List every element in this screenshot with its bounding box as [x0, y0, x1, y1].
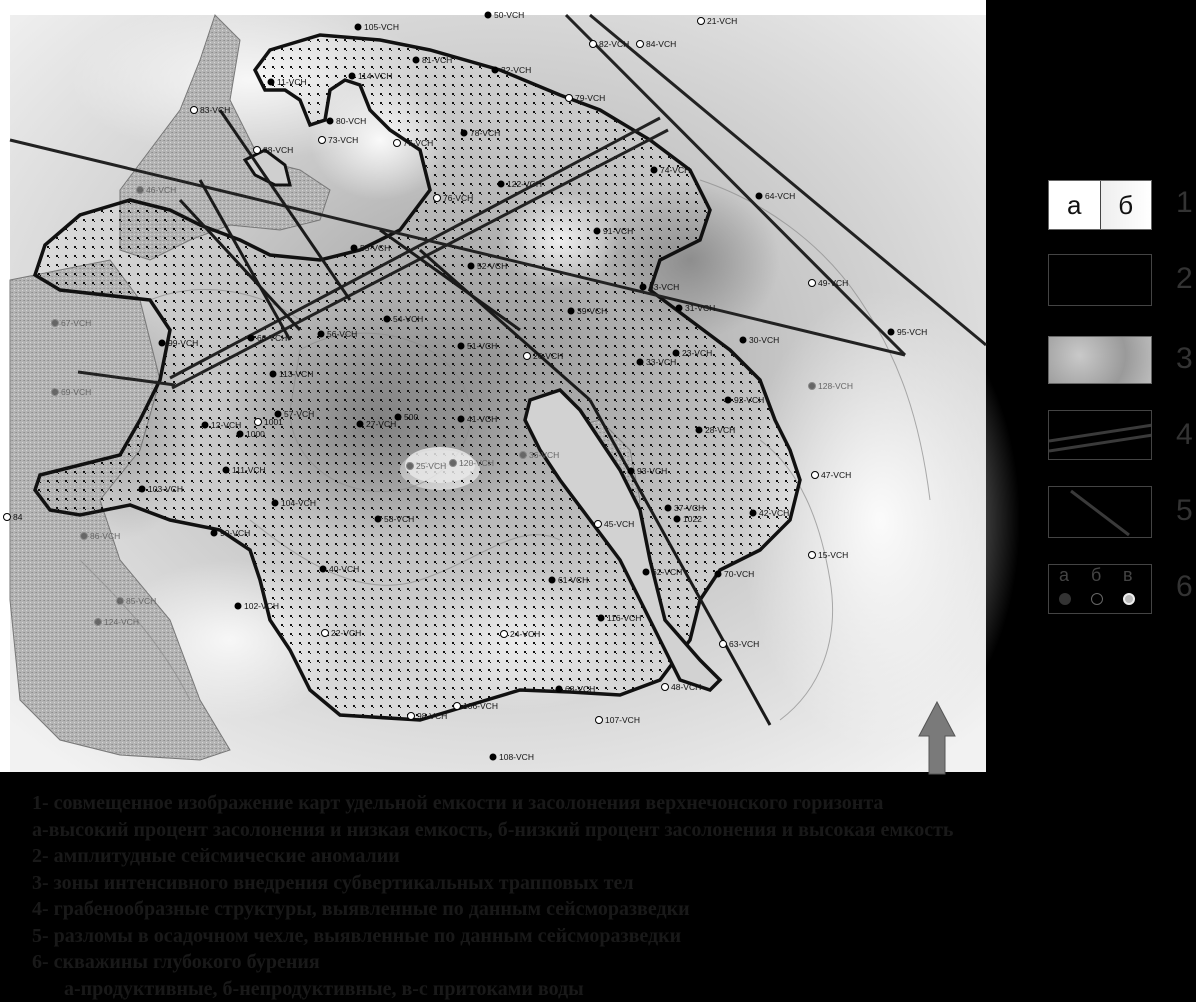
well-label: 22-VCH — [331, 628, 361, 638]
well-label: 124-VCH — [104, 617, 139, 627]
well-label: 83-VCH — [200, 105, 230, 115]
well-icon — [640, 284, 647, 291]
well-label: 57-VCH — [284, 409, 314, 419]
well-icon — [740, 337, 747, 344]
well-icon — [322, 630, 329, 637]
legend-number-2: 2 — [1176, 262, 1193, 296]
well-label: 84 — [13, 512, 23, 522]
well-label: 78-VCH — [470, 128, 500, 138]
well-label: 36-VCH — [529, 450, 559, 460]
well-icon — [596, 717, 603, 724]
legend-6a-label: а — [1059, 565, 1069, 586]
caption-line-4: 3- зоны интенсивного внедрения субвертикальных трапповых тел — [32, 870, 1182, 897]
well-icon — [490, 754, 497, 761]
well-label: 95-VCH — [897, 327, 927, 337]
well-icon — [408, 713, 415, 720]
well-icon — [665, 505, 672, 512]
well-icon — [643, 569, 650, 576]
well-icon — [255, 419, 262, 426]
well-label: 45-VCH — [604, 519, 634, 529]
well-icon — [594, 228, 601, 235]
legend-number-6: 6 — [1176, 570, 1193, 604]
well-icon — [595, 521, 602, 528]
well-label: 27-VCH — [366, 419, 396, 429]
well-icon — [566, 95, 573, 102]
well-label: 91-VCH — [603, 226, 633, 236]
well-label: 1000 — [246, 429, 265, 439]
well-icon — [568, 308, 575, 315]
well-label: 11-VCH — [277, 77, 307, 87]
well-label: 92-VCH — [734, 395, 764, 405]
well-icon — [674, 516, 681, 523]
well-label: 70-VCH — [724, 569, 754, 579]
well-label: 39-VCH — [577, 306, 607, 316]
legend-1b-label: б — [1100, 181, 1152, 229]
well-label: 37-VCH — [674, 503, 704, 513]
well-icon — [270, 371, 277, 378]
well-icon — [637, 41, 644, 48]
legend-item-2 — [1048, 254, 1152, 306]
well-label: 54-VCH — [393, 314, 423, 324]
well-icon — [468, 263, 475, 270]
well-label: 67-VCH — [61, 318, 91, 328]
well-label: 62-VCH — [652, 567, 682, 577]
well-icon — [698, 18, 705, 25]
well-label: 42-VCH — [759, 508, 789, 518]
well-icon — [237, 431, 244, 438]
well-icon — [492, 67, 499, 74]
well-label: 26-VCH — [533, 351, 563, 361]
caption-line-5: 4- грабенообразные структуры, выявленные по данным сейсморазведки — [32, 896, 1182, 923]
well-label: 108-VCH — [499, 752, 534, 762]
well-icon — [673, 350, 680, 357]
well-label: 103-VCH — [148, 484, 183, 494]
well-label: 84-VCH — [646, 39, 676, 49]
well-label: 12-VCH — [211, 420, 241, 430]
well-icon — [4, 514, 11, 521]
well-label: 79-VCH — [575, 93, 605, 103]
legend-number-4: 4 — [1176, 418, 1193, 452]
well-icon — [888, 329, 895, 336]
well-label: 76-VCH — [443, 193, 473, 203]
well-icon — [458, 343, 465, 350]
well-icon — [320, 566, 327, 573]
caption-line-7: 6- скважины глубокого бурения — [32, 949, 1182, 976]
graben-swatch — [1049, 411, 1152, 460]
well-label: 74-VCH — [660, 165, 690, 175]
well-icon — [524, 353, 531, 360]
caption-line-1: 1- совмещенное изображение карт удельной емкости и засолонения верхнечонского горизонта — [32, 790, 1182, 817]
well-label: 122-VCH — [507, 179, 542, 189]
well-icon — [52, 389, 59, 396]
well-label: 52-VCH — [477, 261, 507, 271]
well-icon — [349, 73, 356, 80]
well-label: 32-VCH — [501, 65, 531, 75]
well-label: 15-VCH — [818, 550, 848, 560]
well-icon — [384, 316, 391, 323]
well-label: 113-VCH — [279, 369, 313, 379]
well-icon — [696, 427, 703, 434]
well-label: 63-VCH — [729, 639, 759, 649]
well-icon — [809, 383, 816, 390]
legend-number-5: 5 — [1176, 494, 1193, 528]
dry-well-icon — [1091, 593, 1103, 605]
well-label: 98-VCH — [417, 711, 447, 721]
well-label: 102-VCH — [244, 601, 279, 611]
well-icon — [662, 684, 669, 691]
well-icon — [809, 280, 816, 287]
well-icon — [501, 631, 508, 638]
well-icon — [485, 12, 492, 19]
well-icon — [223, 467, 230, 474]
figure-caption — [32, 790, 1182, 1002]
well-label: 58-VCH — [384, 514, 414, 524]
legend-6b-label: б — [1091, 565, 1101, 586]
well-label: 73-VCH — [328, 135, 358, 145]
well-marker — [255, 417, 284, 427]
well-label: 46-VCH — [146, 185, 176, 195]
well-icon — [720, 641, 727, 648]
caption-line-6: 5- разломы в осадочном чехле, выявленные по данным сейсморазведки — [32, 923, 1182, 950]
well-label: 81-VCH — [422, 55, 452, 65]
well-icon — [81, 533, 88, 540]
well-icon — [450, 460, 457, 467]
well-icon — [191, 107, 198, 114]
well-label: 55-VCH — [360, 243, 390, 253]
well-label: 31-VCH — [685, 303, 715, 313]
legend-item-1 — [1048, 180, 1152, 230]
well-icon — [461, 130, 468, 137]
well-label: 116-VCH — [607, 613, 641, 623]
well-label: 50-VCH — [494, 10, 524, 20]
legend-6c-label: в — [1123, 565, 1133, 586]
well-icon — [375, 516, 382, 523]
well-label: 1001 — [264, 417, 283, 427]
productive-well-icon — [1059, 593, 1071, 605]
well-icon — [319, 137, 326, 144]
well-label: 24-VCH — [510, 629, 540, 639]
well-icon — [272, 500, 279, 507]
well-icon — [394, 140, 401, 147]
well-label: 64-VCH — [765, 191, 795, 201]
well-icon — [355, 24, 362, 31]
well-label: 500 — [404, 412, 418, 422]
well-label: 21-VCH — [707, 16, 737, 26]
well-icon — [498, 181, 505, 188]
well-label: 40-VCH — [329, 564, 359, 574]
well-icon — [756, 193, 763, 200]
well-icon — [715, 571, 722, 578]
well-icon — [549, 577, 556, 584]
well-icon — [235, 603, 242, 610]
legend-number-3: 3 — [1176, 342, 1193, 376]
well-label: 90-VCH — [220, 528, 250, 538]
well-label: 120-VCH — [459, 458, 494, 468]
well-icon — [676, 305, 683, 312]
well-icon — [159, 340, 166, 347]
well-icon — [598, 615, 605, 622]
legend-number-1: 1 — [1176, 186, 1193, 220]
well-label: 53-VCH — [649, 282, 679, 292]
well-icon — [590, 41, 597, 48]
well-icon — [413, 57, 420, 64]
well-icon — [327, 118, 334, 125]
well-label: 105-VCH — [364, 22, 399, 32]
well-label: 47-VCH — [821, 470, 851, 480]
well-icon — [434, 195, 441, 202]
caption-line-8: а-продуктивные, б-непродуктивные, в-с притоками воды — [32, 976, 1182, 1002]
well-icon — [725, 397, 732, 404]
well-marker — [4, 512, 23, 522]
well-label: 56-VCH — [327, 329, 357, 339]
well-label: 111-VCH — [232, 465, 266, 475]
well-label: 41-VCH — [467, 414, 497, 424]
well-icon — [351, 245, 358, 252]
well-label: 77-VCH — [403, 138, 433, 148]
well-icon — [651, 167, 658, 174]
well-icon — [117, 598, 124, 605]
well-label: 30-VCH — [749, 335, 779, 345]
fault-swatch — [1049, 487, 1153, 539]
well-icon — [750, 510, 757, 517]
well-icon — [137, 187, 144, 194]
well-icon — [458, 416, 465, 423]
well-icon — [268, 79, 275, 86]
legend-1a-label: а — [1049, 181, 1100, 229]
well-label: 93-VCH — [637, 466, 667, 476]
well-label: 82-VCH — [599, 39, 629, 49]
well-label: 28-VCH — [705, 425, 735, 435]
well-icon — [407, 463, 414, 470]
well-label: 80-VCH — [336, 116, 366, 126]
well-icon — [520, 452, 527, 459]
well-label: 99-VCH — [168, 338, 198, 348]
legend-item-5 — [1048, 486, 1152, 538]
water-well-icon — [1123, 593, 1135, 605]
well-icon — [628, 468, 635, 475]
well-icon — [812, 472, 819, 479]
well-label: 1022 — [683, 514, 702, 524]
well-icon — [202, 422, 209, 429]
well-label: 106-VCH — [463, 701, 498, 711]
well-label: 25-VCH — [416, 461, 446, 471]
well-label: 85-VCH — [126, 596, 156, 606]
legend-item-6 — [1048, 564, 1152, 614]
well-label: 114-VCH — [358, 71, 392, 81]
well-icon — [211, 530, 218, 537]
well-label: 104-VCH — [281, 498, 316, 508]
well-label: 51-VCH — [467, 341, 497, 351]
well-icon — [248, 335, 255, 342]
well-icon — [357, 421, 364, 428]
well-icon — [637, 359, 644, 366]
legend-item-3 — [1048, 336, 1152, 384]
well-icon — [139, 486, 146, 493]
well-icon — [52, 320, 59, 327]
well-icon — [809, 552, 816, 559]
well-label: 23-VCH — [682, 348, 712, 358]
well-icon — [454, 703, 461, 710]
well-icon — [318, 331, 325, 338]
well-label: 86-VCH — [90, 531, 120, 541]
north-arrow — [917, 700, 957, 775]
well-label: 68-VCH — [565, 684, 595, 694]
legend-item-4 — [1048, 410, 1152, 460]
well-label: 88-VCH — [263, 145, 293, 155]
well-label: 69-VCH — [61, 387, 91, 397]
well-label: 128-VCH — [818, 381, 853, 391]
well-label: 107-VCH — [605, 715, 640, 725]
caption-line-3: 2- амплитудные сейсмические аномалии — [32, 843, 1182, 870]
well-label: 49-VCH — [818, 278, 848, 288]
well-icon — [95, 619, 102, 626]
well-label: 60-VCH — [257, 333, 287, 343]
caption-line-2: а-высокий процент засолонения и низкая емкость, б-низкий процент засолонения и высокая емкость — [32, 817, 1182, 844]
well-label: 48-VCH — [671, 682, 701, 692]
well-label: 33-VCH — [646, 357, 676, 367]
well-label: 61-VCH — [558, 575, 588, 585]
well-icon — [254, 147, 261, 154]
well-icon — [556, 686, 563, 693]
